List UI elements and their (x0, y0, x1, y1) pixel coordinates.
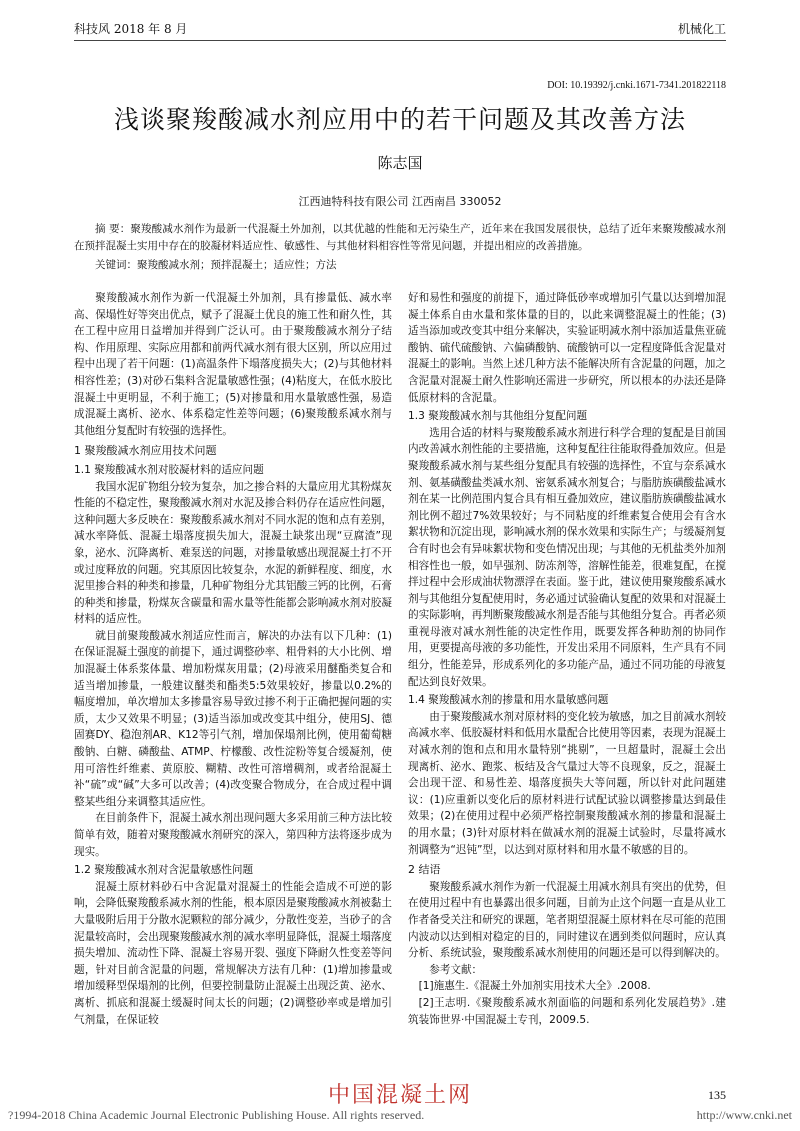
abstract-text: 摘 要：聚羧酸减水剂作为最新一代混凝土外加剂，以其优越的性能和无污染生产，近年来在我国发展很快，总结了近年来聚羧酸减水剂在预拌混凝土实用中存在的胶凝材料适应性、敏感性、与其他材料相容性等常见问题，并提出相应的改善措施。 (74, 223, 726, 252)
left-subheading: 1.1 聚羧酸减水剂对胶凝材料的适应问题 (74, 463, 264, 476)
left-section-heading: 1 聚羧酸减水剂应用技术问题 (74, 444, 217, 458)
affiliation: 江西迪特科技有限公司 江西南昌 330052 (298, 195, 502, 208)
right-subheading: 1.4 聚羧酸减水剂的掺量和用水量敏感问题 (408, 694, 609, 707)
left-subheading: 1.2 聚羧酸减水剂对含泥量敏感性问题 (74, 864, 254, 877)
right-paragraph: 聚羧酸系减水剂作为新一代混凝土用减水剂具有突出的优势，但在使用过程中有也暴露出很多问题，目前为止这个问题一直是从业工作者备受关注和研究的课题，笔者期望混凝土原材料在尽可能的范围内波动以达到相对稳定的目的，同时建议在遇到类似问题时，应认真分析、系统试验，聚羧酸系减水剂使用的问题还是可以得到解决的。 (408, 880, 726, 960)
references-heading: 参考文献： (429, 963, 483, 976)
author: 陈志国 (377, 154, 423, 172)
right-paragraph: 选用合适的材料与聚羧酸系减水剂进行科学合理的复配是目前国内改善减水剂性能的主要措施，这种复配往往能取得叠加效应。但是聚羧酸系减水剂与某些组分复配具有较强的选择性，不宜与奈系减水剂、氨基磺酸盐类减水剂、密氨系减水剂复合；与脂肪族磺酸盐减水剂在某一比例范围内复合具有相互叠加效应，建议脂肪族磺酸盐减水剂比例不超过7%效果较好；与不同粘度的纤维素复合使用会有含水絮状物和沉淀出现，影响减水剂的保水效果和实际生产；与缓凝剂复合有时也会有异味絮状物和变色情况出现；与其他的无机盐类外加剂相容性也一般，如早强剂、防冻剂等，溶解性能差，很难复配，在搅拌过程中会形成油状物漂浮在表面。鉴于此，建议使用聚羧酸系减水剂与其他组分复配使用时，务必通过试验确认复配的效果和对混凝土的实际影响，再判断聚羧酸减水剂是否能与其他组分复合。再者必须重视母液对减水剂性能的决定性作用，既要发挥各种助剂的协同作用，更要提高母液的多功能性，开发出采用不同原料，生产具有不同组分，性能差异，形成系列化的多功能产品，通过不同功能的母液复配达到良好效果。 (408, 426, 726, 688)
copyright: ?1994-2018 China Academic Journal Electronic Publishing House. All rights reserved. (8, 1108, 425, 1122)
right-paragraph: 好和易性和强度的前提下，通过降低砂率或增加引气量以达到增加混凝土体系自由水量和浆体量的目的，以此来调整混凝土的性能；(3)适当添加或改变其中组分来解决，实验证明减水剂中添加适量焦亚硫酸钠、硫代硫酸钠、六偏磷酸钠、硫酸钠可以一定程度降低含泥量对混凝土的影响。当然上述几种方法不能解决所有含泥量的问题，加之含泥量对混凝土耐久性影响还需进一步研究，所以根本的办法还是降低原材料的含泥量。 (408, 292, 726, 404)
right-paragraph: 由于聚羧酸减水剂对原材料的变化较为敏感，加之目前减水剂较高减水率、低胶凝材料和低用水量配合比使用等因素，表现为混凝土对减水剂的饱和点和用水量特别“挑剔”，一旦超量时，混凝土会出现离析、泌水、跑浆、板结及含气量过大等不良现象，反之，混凝土会出现干涩、和易性差、塌落度损失大等问题，所以针对此问题建议：(1)应重新以变化后的原材料进行试配试验以调整掺量达到最佳效果；(2)在使用过程中必须严格控制聚羧酸减水剂的掺量和混凝土的用水量；(3)针对原材料在做减水剂的混凝土试验时，尽量将减水剂调整为“迟钝”型，以达到对原材料和用水量不敏感的目的。 (408, 710, 726, 856)
left-paragraph: 在目前条件下，混凝土减水剂出现问题大多采用前三种方法比较简单有效，随着对聚羧酸减水剂研究的深入，第四种方法将逐步成为现实。 (74, 812, 392, 858)
journal-issue: 科技风 2018 年 8 月 (74, 22, 188, 36)
abstract (74, 221, 726, 255)
left-paragraph: 聚羧酸减水剂作为新一代混凝土外加剂，具有掺量低、减水率高、保塌性好等突出优点，赋予了混凝土优良的施工性和耐久性，其在工程中应用日益增加并得到广泛认可。由于聚羧酸减水剂分子结构、作用原理、实际应用都和前两代减水剂有很大区别，所以应用过程中出现了若干问题：(1)高温条件下塌落度损失大；(2)与其他材料相容性差；(3)对砂石集料含泥量敏感性强；(4)粘度大，在低水胶比混凝土中更明显，不利于施工；(5)对掺量和用水量敏感性强，易造成混凝土离析、泌水、体系稳定性差等问题；(6)聚羧酸系减水剂与其他组分复配时有较强的选择性。 (74, 292, 392, 437)
paper-title: 浅谈聚羧酸减水剂应用中的若干问题及其改善方法 (113, 105, 686, 134)
reference-item: [1]施惠生.《混凝土外加剂实用技术大全》.2008. (418, 980, 651, 993)
left-paragraph: 我国水泥矿物组分较为复杂，加之掺合料的大量应用尤其粉煤灰性能的不稳定性，聚羧酸减水剂对水泥及掺合料仍存在适应性问题，这种问题大多反映在：聚羧酸系减水剂对不同水泥的饱和点有差别，减水率降低、混凝土塌落度损失加大，混凝土缺浆出现“豆腐渣”现象，泌水、沉降离析、难泵送的问题，对掺量敏感出现混凝土打不开或过度释放的问题。究其原因比较复杂，水泥的新鲜程度、细度，水泥里掺合料的种类和掺量，几种矿物组分尤其铝酸三钙的比例，石膏的种类和掺量，粉煤灰含碳量和需水量等性能都会影响减水剂对胶凝材料的适应性。 (74, 480, 392, 626)
left-column (74, 290, 392, 1028)
reference-item: [2]王志明.《聚羧酸系减水剂面临的问题和系列化发展趋势》.建筑装饰世界·中国混凝土专刊，2009.5. (408, 996, 726, 1026)
header-rule (74, 40, 726, 41)
right-section-heading: 2 结语 (408, 863, 441, 877)
page-number: 135 (708, 1088, 726, 1102)
left-paragraph: 就目前聚羧酸减水剂适应性而言，解决的办法有以下几种：(1)在保证混凝土强度的前提下，通过调整砂率、粗骨料的大小比例、增加混凝土体系浆体量、增加粉煤灰用量；(2)母液采用醚酯类复合和适当增加掺量，一般建议醚类和酯类5:5效果较好，掺量以0.2%的幅度增加，单次增加太多掺量容易导致过掺不利于正确把握问题的实质，太少又效果不明显；(3)适当添加或改变其中组分，使用SJ、德固赛DY、稳泡剂AR、K12等引气剂，增加保塌剂比例，使用葡萄糖酸钠、白糖、磷酸盐、ATMP、柠檬酸、改性淀粉等复合缓凝剂，使用可溶性纤维素、黄原胶、糊精、改性可溶增稠剂，或者给混凝土补“硫”或“碱”大多可以改善；(4)改变聚合物成分，在合成过程中调整某些组分来调整其适应性。 (74, 629, 392, 808)
watermark: 中国混凝土网 (327, 1083, 472, 1108)
left-paragraph: 混凝土原材料砂石中含泥量对混凝土的性能会造成不可逆的影响，会降低聚羧酸系减水剂的性能，根本原因是聚羧酸减水剂被黏土大量吸附后用于分散水泥颗粒的部分减少，分散性变差，当砂子的含泥量较高时，会出现聚羧酸减水剂的减水率明显降低，混凝土塌落度损失增加、流动性下降、混凝土容易开裂、强度下降耐久性变差等问题，针对目前含泥量的问题，常规解决方法有几种：(1)增加掺量或增加缓释型保塌剂的比例，但要控制量防止混凝土出现泛黄、泌水、离析、抓底和混凝土缓凝时间太长的问题；(2)调整砂率或是增加引气剂量，在保证较 (74, 880, 392, 1026)
doi: DOI: 10.19392/j.cnki.1671-7341.201822118 (547, 80, 726, 91)
footer-link[interactable]: http://www.cnki.net (696, 1108, 792, 1122)
keywords: 关键词：聚羧酸减水剂；预拌混凝土；适应性；方法 (95, 259, 337, 271)
running-header (74, 20, 726, 40)
right-column (408, 290, 726, 1028)
right-subheading: 1.3 聚羧酸减水剂与其他组分复配问题 (408, 410, 588, 423)
section-name: 机械化工 (677, 22, 726, 36)
